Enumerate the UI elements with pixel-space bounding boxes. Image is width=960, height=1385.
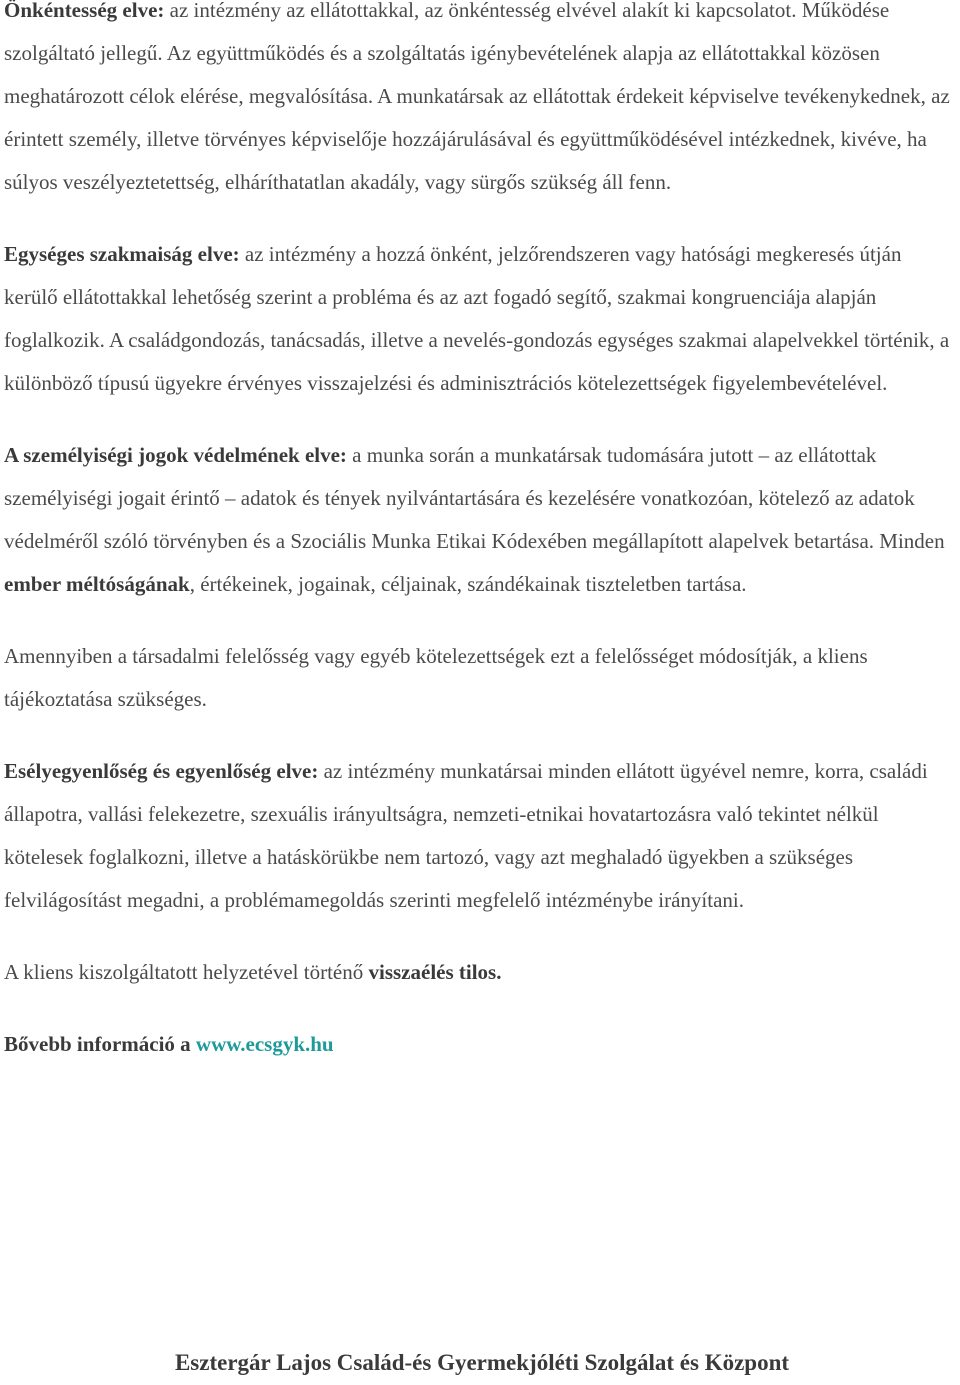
paragraph-more-info [4, 1023, 958, 1066]
paragraph-text-after: , értékeinek, jogainak, céljainak, szándékainak tiszteletben tartása. [189, 572, 747, 596]
paragraph-emphasis: visszaélés tilos. [368, 960, 502, 984]
paragraph-volunteering [4, 0, 958, 204]
paragraph-personal-rights [4, 434, 958, 606]
paragraph-equal-opportunity [4, 750, 958, 922]
document-body [4, 0, 958, 1066]
paragraph-text: az intézmény munkatársai minden ellátott ügyével nemre, korra, családi állapotra, vallási felekezetre, szexuális irányultságra, nemzeti-etnikai hovatartozásra való tekintet nélkül kötelesek foglalkozni, illetve a hatáskörükbe nem tartozó, vagy azt meghaladó ügyekben a szükséges felvilágosítást megadni, a problémamegoldás szerinti megfelelő intézménybe irányítani. [4, 759, 928, 912]
paragraph-text: A kliens kiszolgáltatott helyzetével történő [4, 960, 369, 984]
website-link[interactable]: www.ecsgyk.hu [195, 1032, 334, 1056]
paragraph-label: Egységes szakmaiság elve: [4, 242, 240, 266]
paragraph-text: a munka során a munkatársak tudomására jutott – az ellátottak személyiségi jogait érintő – adatok és tények nyilvántartására és kezelésére vonatkozóan, kötelező az adatok védelméről szóló törvényben és a Szociális Munka Etikai Kódexében megállapított alapelvek betartása. Minden [4, 443, 945, 553]
paragraph-emphasis: ember méltóságának [4, 572, 190, 596]
paragraph-label: Esélyegyenlőség és egyenlőség elve: [4, 759, 319, 783]
paragraph-label: A személyiségi jogok védelmének elve: [4, 443, 347, 467]
paragraph-client-information [4, 635, 958, 721]
paragraph-text: az intézmény a hozzá önként, jelzőrendszeren vagy hatósági megkeresés útján kerülő ellátottakkal lehetőség szerint a probléma és az azt fogadó segítő, szakmai kongruenciája alapján foglalkozik. A családgondozás, tanácsadás, illetve a nevelés-gondozás egységes szakmai alapelvekkel történik, a különböző típusú ügyekre érvényes visszajelzési és adminisztrációs kötelezettségek figyelembevételével. [4, 242, 950, 395]
paragraph-text: az intézmény az ellátottakkal, az önkéntesség elvével alakít ki kapcsolatot. Működése szolgáltató jellegű. Az együttműködés és a szolgáltatás igénybevételének alapja az ellátottakkal közösen meghatározott célok elérése, megvalósítása. A munkatársak az ellátottak érdekeit képviselve tevékenykednek, az érintett személy, illetve törvényes képviselője hozzájárulásával és együttműködésével intézkednek, kivéve, ha súlyos veszélyeztetettség, elháríthatatlan akadály, vagy sürgős szükség áll fenn. [4, 0, 950, 194]
paragraph-abuse-prohibited [4, 951, 958, 994]
footer-organization-name: Esztergár Lajos Család-és Gyermekjóléti Szolgálat és Központ [174, 1350, 790, 1375]
paragraph-label: Önkéntesség elve: [4, 0, 165, 22]
paragraph-text: Amennyiben a társadalmi felelősség vagy egyéb kötelezettségek ezt a felelősséget módosítják, a kliens tájékoztatása szükséges. [4, 644, 868, 711]
more-info-label: Bővebb információ a [4, 1032, 196, 1056]
paragraph-unified-professionalism [4, 233, 958, 405]
